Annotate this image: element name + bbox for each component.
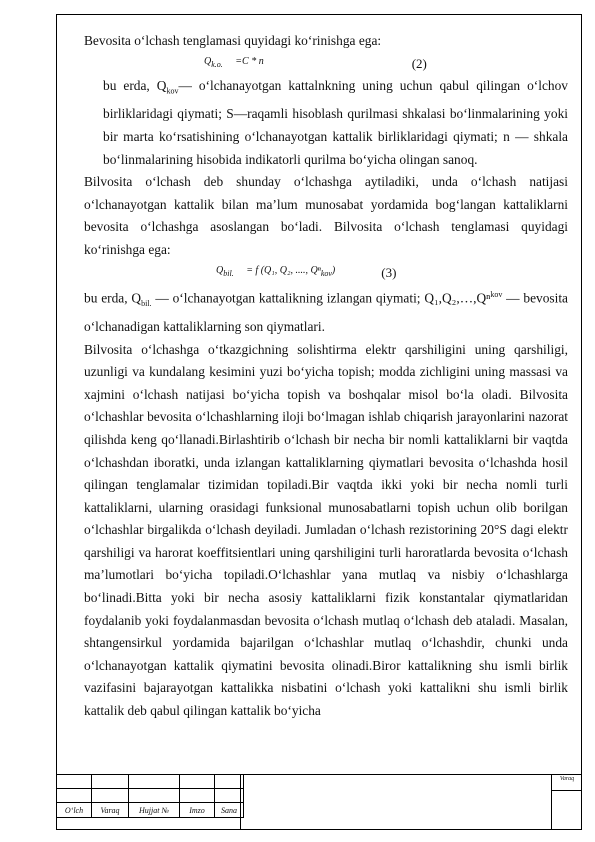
q-kov-subscript: kov: [166, 86, 179, 96]
stamp-label-olch: O‘lch: [57, 803, 92, 818]
title-block: [56, 774, 582, 830]
title-block-grid: [56, 774, 244, 818]
formula-2-expression: $Q_{k.o.} =C * n$: [204, 56, 264, 70]
stamp-label-sana: Sana: [215, 803, 244, 818]
formula-2-explanation: bu erda, $Q_{kov}—$ o‘lchanayotgan kattalnkning uning uchun qabul qilingan o‘lchov birliklaridagi qiymati; S—raqamli hisoblash qurilmasi shkalasi bo‘linmalarining yoki bir marta ko‘rsatishining o‘lchanayotgan kattalik birliklaridagi qiymati; n — shkala bo‘linmalarining hisobida indikatorli qurilma bo‘yicha olingan sanoq.: [103, 78, 568, 167]
formula-3-number: (3): [381, 264, 397, 280]
intro-text: Bevosita o‘lchash tenglamasi quyidagi ko‘rinishga ega:: [84, 33, 382, 48]
formula-3: [84, 262, 568, 285]
formula-2-number: (2): [411, 55, 427, 71]
title-block-center: [240, 774, 552, 830]
stamp-label-hujjat: Hujjat №: [129, 803, 180, 818]
formula-3-explanation: bu erda, $Q_{bil.}$ — o‘lchanayotgan kattalikning izlangan qiymati; Q₁,Q₂,…,Qⁿ$^{kov}$ — bevosita o‘lchanadigan kattaliklarning son qiymatlari.: [84, 290, 568, 334]
page-number-box: [552, 774, 582, 830]
stamp-label-varaq: Varaq: [92, 803, 129, 818]
examples-paragraph: Bilvosita o‘lchashga o‘tkazgichning solishtirma elektr qarshiligini uning qarshiligi, uzunligi va kundalang kesimini yuzi bo‘yicha topish; modda zichligini uning massasi va xajmini o‘lchash natijasi bo‘yicha topish va boshqalar misol bo‘la oladi. Bilvosita o‘lchashlar bevosita o‘lchashlarning iloji bo‘lmagan ishlab chiqarish jarayonlarini nazorat qilishda keng qo‘llanadi.Birlashtirib o‘lchash bir necha bir nomli kattaliklarni bir vaqtda o‘lchashdan iboratki, unda izlangan kattaliklarning qiymatlari bevosita o‘lchashda hosil qilingan tenglamalar tizimidan topiladi.Bir vaqtda ikki yoki bir necha nomli turli kattaliklarni, ularning orasidagi funksional munosabatlarni topish uchun olib borilgan o‘lchashlar birgalikda o‘lchash deyiladi. Jumladan o‘lchash rezistorining 20°S dagi elektr qarshiligi va harorat koeffitsientlari uning qarshiligini turli haroratlarda bevosita o‘lchash ma’lumotlari bo‘yicha topiladi.O‘lchashlar yana mutlaq va nisbiy o‘lchashlarga bo‘linadi.Bitta yoki bir necha asosiy kattaliklarni fizik konstantalar qiymatlaridan foydalanib yoki foydalanmasdan bevosita o‘lchash mutlaq o‘lchash deb ataladi. Masalan, shtangensirkul yordamida bajarilgan o‘lchashlar mutlaq o‘lchashdir, chunki unda o‘lchanayotgan kattalik qiymatini bevosita olinadi.Biror kattalikning shu ismli birlik vazifasini bajarayotgan kattalikka nisbatini o‘lchash yoki kattalikni shu ismli birlik kattalik deb qabul qilingan kattalik bo‘yicha: [84, 341, 568, 719]
formula-2: [84, 53, 568, 76]
indirect-measurement-paragraph: Bilvosita o‘lchash deb shunday o‘lchashga aytiladiki, unda o‘lchash natijasi o‘lchanayotgan kattalik bilan ma’lum munosabat yordamida bog‘langan kattaliklarni bevosita o‘lchashga asoslangan bo‘ladi. Bilvosita o‘lchash tenglamasi quyidagi ko‘rinishga ega:: [84, 174, 568, 258]
formula-3-expression: $Q_{bil.} = f$ (Q₁, Q₂, ...., Qⁿ$_{kov}$): [216, 265, 336, 279]
document-body: [84, 30, 568, 723]
stamp-label-imzo: Imzo: [180, 803, 215, 818]
page-label: Varaq: [559, 776, 575, 782]
